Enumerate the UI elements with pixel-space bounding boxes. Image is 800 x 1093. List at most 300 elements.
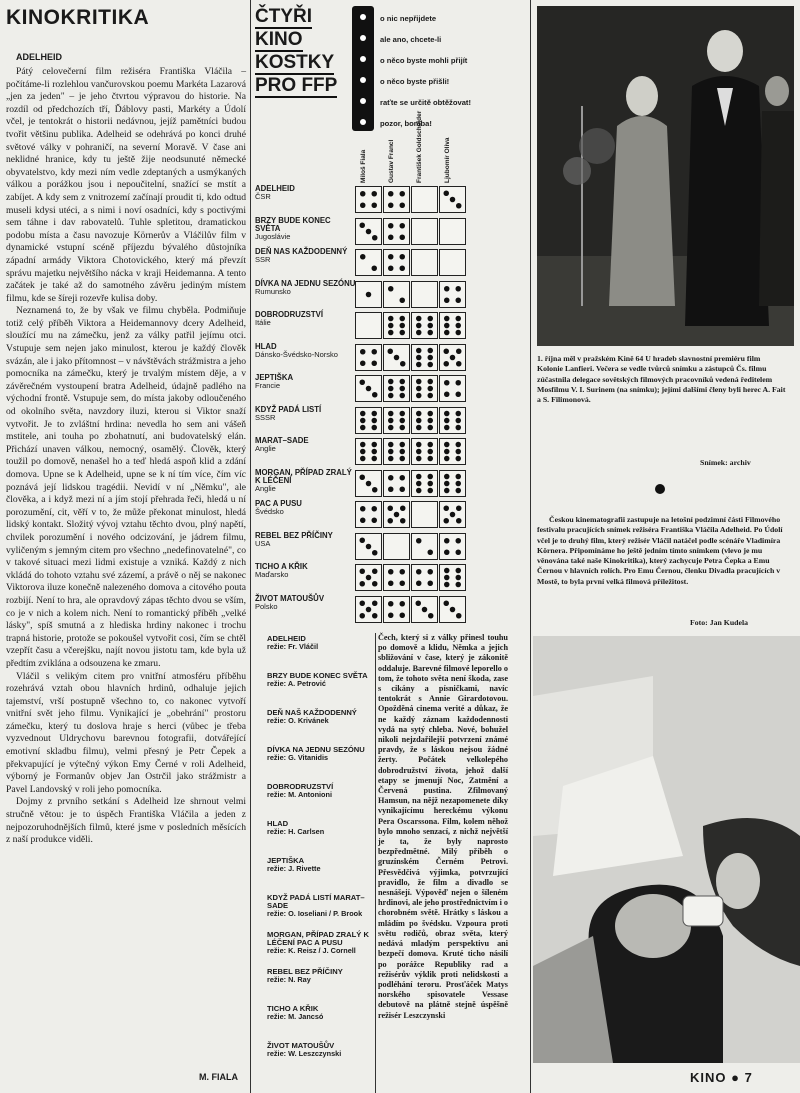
die-pip [400, 506, 406, 512]
page-footer [690, 1070, 753, 1085]
die-pip [416, 424, 422, 430]
survey-title-line: PRO FFP [255, 75, 338, 96]
die-pip [444, 361, 450, 367]
die-pip [456, 380, 462, 386]
die-pip [388, 456, 394, 462]
die-pip [444, 506, 450, 512]
rating-die [411, 533, 438, 560]
die-pip [416, 480, 422, 486]
film-title [255, 248, 357, 265]
credit-title: ADELHEID [267, 634, 306, 643]
die-pip [360, 360, 366, 366]
die-pip [400, 569, 406, 575]
article-paragraph: Vláčil s velikým citem pro vnitřní atmosféru příběhu rozehrává vztah obou hlavních hrdinů, odhaluje jejich tajemství, vrší postupně všechno to, co nakonec vytvoří vnitřní svět jeho filmu. Vynikající je „obehrání" prostoru zámečku, který tu doslova hraje s herci (vůbec je třeba vyzvednout Uldrychovu barevnou fotografii, dotvářející emotivní skladbu filmu), velmi přesný je Petr Čepek a překvapující je výtečný výkon Emy Černé v roli Adelheid, výborný je Formanův objev Jan Ostrčil jako strážmistr a Pavel Landovský v roli jeho pomocníka. [6, 670, 246, 795]
die-pip [416, 330, 422, 336]
ratings-row [255, 248, 525, 277]
die-pip [428, 581, 434, 587]
article-body [6, 66, 246, 847]
die-pip [400, 386, 406, 392]
die-pip [360, 349, 366, 355]
rating-die [411, 344, 438, 371]
die-pip [416, 410, 422, 416]
die-pip [360, 449, 366, 455]
die-pip [428, 473, 434, 479]
die-pip [388, 223, 394, 229]
die-pip [444, 323, 450, 329]
credit-director: režie: Fr. Vláčil [267, 642, 319, 652]
die-pip [456, 323, 462, 329]
die-pip [444, 449, 450, 455]
survey-title-line: ČTYŘI [255, 6, 312, 27]
die-pip [400, 601, 406, 607]
photo-caption: Českou kinematografii zastupuje na letošní podzimní části Filmového festivalu pracujících snímek režiséra Františka Vláčila Adelheid. Po Údolí včel je to druhý film, který režisér Vláčil natáčel podle scénáře Vladimíra Körnera. Připomínáme ho ještě jedním tímto snímkem (vlevo je mu věnována také naše Kinokritika), který zachycuje Petra Čepka a Emu Černou v hlavních rolích. Pro Emu Černou, členku Divadla pracujících v Mostě, to byla první velká filmová příležitost. [537, 515, 783, 586]
article-paragraph: Pátý celovečerní film režiséra Františka Vláčila – počítáme-li rozlehlou vančurovskou poemu Markéta Lazarová „jen za jeden" – je jeho čtvrtou výpravou do historie. Na rozdíl od předchozích tří, Ďáblovy pasti, Markéty a Údolí včel, je tentokrát o historii nedávnou, jejíž pamětníci budou tvořit většinu publika. Adelheid se odehrává po konci druhé světové války v pohraničí, na severní Moravě. V čase ani neklidné hranice, kdy tu ještě žije neodsunuté německé obyvatelstvo, kdy mezi ním vedle zdeptaných a usmýkaných válkou a porážkou jsou i nepoučitelní, snažící se mstít a zabíjet. A kdy sem z vnitrozemí začínají proudit ti, kdo odtud museli kdysi utéci, a s nimi i noví osadníci, kdy s poctivými sem táhne i dav rabovatelů. Tuhle spletitou, dramatickou podobu místa a času navozuje Körnerův a Vláčilův film v dynamické vstupní scéně příjezdu bývalého důstojníka západní armády Viktora Chotovického, který má převzít správu majetku největšího nácka v kraji Heidemanna. A tento začátek je také až do samotného závěru jediným místem filmu, kde se šíreji rozevře kulisa doby. [6, 66, 246, 304]
magazine-name: KINO [690, 1070, 727, 1085]
rating-die [383, 312, 410, 339]
legend-pip [360, 77, 366, 83]
critic-column-header: Miloš Fiala [360, 149, 367, 183]
film-title-text: ŽIVOT MATOUŠŮV [255, 593, 325, 603]
article-subtitle: ADELHEID [16, 52, 63, 62]
die-pip [388, 191, 394, 197]
rating-die [355, 407, 382, 434]
die-pip [366, 480, 372, 486]
credit-director: režie: K. Reisz / J. Cornell [267, 946, 356, 956]
legend-pip [360, 98, 366, 104]
film-title-text: ADELHEID [255, 184, 295, 193]
film-title-text: TICHO A KŘIK [255, 562, 308, 571]
die-pip [456, 286, 462, 292]
die-pip [456, 518, 462, 524]
die-pip [388, 569, 394, 575]
ratings-row [255, 185, 525, 214]
rating-die [383, 344, 410, 371]
film-title [255, 374, 357, 391]
die-pip [360, 191, 366, 197]
die-pip [400, 612, 406, 618]
die-pip [428, 549, 434, 555]
die-pip [400, 393, 406, 399]
critic-column-header: Ljubomír Oliva [444, 137, 451, 183]
die-pip [372, 424, 378, 430]
die-pip [400, 410, 406, 416]
rating-die [439, 249, 466, 276]
survey-title-line: KINO [255, 29, 303, 50]
die-pip [360, 569, 366, 575]
section-title: KINOKRITIKA [6, 6, 150, 29]
legend-item: o něco byste přišli! [380, 77, 450, 86]
rating-die [383, 218, 410, 245]
critic-column-header: Gustav Francl [388, 139, 395, 183]
die-pip [416, 347, 422, 353]
credit-director: režie: J. Rivette [267, 864, 321, 874]
film-title-text: DOBRODRUZSTVÍ [255, 310, 324, 319]
die-pip [360, 380, 366, 386]
die-pip [372, 417, 378, 423]
column-divider [250, 0, 251, 1093]
die-pip [428, 379, 434, 385]
die-pip [428, 456, 434, 462]
rating-die [383, 281, 410, 308]
die-pip [388, 424, 394, 430]
die-pip [444, 518, 450, 524]
die-pip [416, 600, 422, 606]
die-pip [388, 379, 394, 385]
legend-die-icon [352, 6, 374, 131]
die-pip [388, 417, 394, 423]
die-pip [456, 582, 462, 588]
ratings-row [255, 595, 525, 624]
rating-die [383, 249, 410, 276]
die-pip [360, 474, 366, 480]
die-pip [428, 613, 434, 619]
film-still-photo [533, 636, 800, 1063]
die-pip [400, 234, 406, 240]
die-pip [400, 254, 406, 260]
rating-die [439, 312, 466, 339]
die-pip [360, 518, 366, 524]
die-pip [450, 512, 456, 518]
film-title [255, 500, 357, 517]
die-pip [388, 410, 394, 416]
die-pip [428, 569, 434, 575]
ratings-row [255, 437, 525, 466]
rating-die [411, 470, 438, 497]
film-country: SSR [255, 255, 271, 265]
die-pip [360, 222, 366, 228]
legend-item: o nic nepřijdete [380, 14, 437, 23]
die-pip [428, 316, 434, 322]
rating-die [411, 438, 438, 465]
rating-die [355, 249, 382, 276]
die-pip [416, 393, 422, 399]
rating-die [411, 596, 438, 623]
die-pip [444, 286, 450, 292]
rating-die [439, 186, 466, 213]
film-title [255, 437, 357, 454]
film-title-text: REBEL BEZ PŘÍČINY [255, 530, 333, 540]
die-pip [400, 323, 406, 329]
rating-die [383, 533, 410, 560]
credit-director: režie: G. Vitanidis [267, 753, 329, 763]
die-pip [428, 424, 434, 430]
film-title [255, 595, 357, 612]
rating-die [355, 375, 382, 402]
die-pip [400, 456, 406, 462]
credit-entry [267, 709, 375, 725]
film-title [255, 532, 357, 549]
film-title [255, 280, 357, 297]
die-pip [372, 456, 378, 462]
credit-title: BRZY BUDE KONEC SVĚTA [267, 671, 368, 680]
die-pip [388, 234, 394, 240]
credit-title: HLAD [267, 819, 289, 828]
die-pip [360, 613, 366, 619]
die-pip [372, 392, 378, 398]
die-pip [388, 330, 394, 336]
die-pip [388, 506, 394, 512]
die-pip [444, 410, 450, 416]
credit-entry [267, 1042, 375, 1058]
photo-caption: 1. října měl v pražském Kině 64 U hradeb slavnostní premiéru film Kolonie Lanfieri. Večera se vedle tvůrců snímku a zástupců Čs. filmu zúčastnila delegace sovětských filmových pracovníků vedená ředitelem Mosfilmu V. I. Surinem (na snímku); jejími dalšími členy byli herec A. Fait a S. Filimonová. [537, 354, 786, 405]
rating-die [439, 281, 466, 308]
credit-entry [267, 1005, 375, 1021]
legend-pip [360, 35, 366, 41]
credit-entry [267, 857, 375, 873]
die-pip [388, 449, 394, 455]
die-pip [372, 442, 378, 448]
rating-die [439, 407, 466, 434]
film-country: Anglie [255, 484, 276, 494]
die-pip [428, 386, 434, 392]
die-pip [428, 480, 434, 486]
die-pip [456, 361, 462, 367]
film-title [255, 217, 357, 242]
die-pip [450, 354, 456, 360]
credit-title: KDYŽ PADÁ LISTÍ MARAT–SADE [267, 893, 365, 911]
die-pip [400, 449, 406, 455]
die-pip [372, 569, 378, 575]
credit-director: režie: M. Jancsó [267, 1012, 324, 1022]
die-pip [456, 456, 462, 462]
credit-director: režie: O. Ioseliani / P. Brook [267, 909, 363, 919]
ratings-row [255, 532, 525, 561]
rating-die [383, 501, 410, 528]
rating-die [355, 501, 382, 528]
rating-die [439, 596, 466, 623]
film-title-text: BRZY BUDE KONEC SVĚTA [255, 215, 331, 233]
survey-title-line: KOSTKY [255, 52, 335, 73]
rating-die [355, 281, 382, 308]
credit-title: DOBRODRUZSTVÍ [267, 782, 334, 791]
die-pip [366, 386, 372, 392]
die-pip [456, 480, 462, 486]
die-pip [400, 223, 406, 229]
die-pip [388, 518, 394, 524]
die-pip [444, 568, 450, 574]
rating-die [411, 186, 438, 213]
film-country: Jugoslávie [255, 232, 291, 242]
film-title [255, 563, 357, 580]
rating-die [383, 375, 410, 402]
die-pip [428, 323, 434, 329]
die-pip [400, 316, 406, 322]
rating-die [439, 564, 466, 591]
die-pip [416, 487, 422, 493]
die-pip [416, 354, 422, 360]
die-pip [456, 449, 462, 455]
article-signature: M. FIALA [199, 1072, 238, 1082]
die-pip [366, 575, 372, 581]
ratings-row [255, 343, 525, 372]
die-pip [416, 386, 422, 392]
die-pip [388, 266, 394, 272]
die-pip [360, 410, 366, 416]
die-pip [428, 347, 434, 353]
ratings-row [255, 500, 525, 529]
die-pip [444, 600, 450, 606]
film-title-text: HLAD [255, 341, 277, 351]
die-pip [360, 424, 366, 430]
die-pip [456, 613, 462, 619]
photo-credit: Foto: Jan Kudela [690, 618, 749, 627]
ratings-row [255, 469, 525, 498]
die-pip [428, 442, 434, 448]
die-pip [428, 417, 434, 423]
die-pip [400, 203, 406, 209]
rating-die [383, 186, 410, 213]
rating-die [411, 375, 438, 402]
ratings-row [255, 406, 525, 435]
die-pip [416, 361, 422, 367]
credit-director: režie: O. Krivánek [267, 716, 329, 726]
credit-title: DEŇ NAŠ KAŽDODENNÝ [267, 708, 357, 717]
die-pip [444, 575, 450, 581]
column-divider [530, 0, 531, 1093]
die-pip [372, 550, 378, 556]
film-title-text: PAC A PUSU [255, 499, 302, 508]
die-pip [400, 486, 406, 492]
legend-item: raťte se určitě obtěžovat! [380, 98, 471, 107]
die-pip [444, 487, 450, 493]
credit-title: MORGAN, PŘÍPAD ZRALÝ K LÉČENÍ PAC A PUSU [267, 930, 369, 948]
film-title [255, 311, 357, 328]
rating-die [355, 218, 382, 245]
rating-die [439, 438, 466, 465]
die-pip [360, 581, 366, 587]
die-pip [372, 266, 378, 272]
die-pip [444, 549, 450, 555]
ratings-row [255, 280, 525, 309]
page-number: 7 [744, 1070, 753, 1085]
die-pip [456, 473, 462, 479]
die-pip [360, 537, 366, 543]
legend-pip [360, 14, 366, 20]
die-pip [400, 424, 406, 430]
survey-legend [380, 8, 530, 134]
column-divider [375, 633, 376, 1093]
die-pip [444, 392, 450, 398]
rating-die [439, 533, 466, 560]
rating-die [355, 470, 382, 497]
legend-item: pozor, bomba! [380, 119, 432, 128]
rating-die [439, 501, 466, 528]
die-pip [372, 349, 378, 355]
credit-title: ŽIVOT MATOUŠŮV [267, 1041, 335, 1050]
die-pip [416, 442, 422, 448]
film-title-text: KDYŽ PADÁ LISTÍ [255, 404, 322, 414]
die-pip [388, 348, 394, 354]
film-credits-list [255, 633, 373, 1088]
rating-die [383, 564, 410, 591]
credit-director: režie: H. Carlsen [267, 827, 325, 837]
die-pip [428, 410, 434, 416]
film-country: ČSR [255, 192, 271, 202]
die-pip [428, 487, 434, 493]
credit-entry [267, 931, 375, 956]
bullet-dot [655, 484, 665, 494]
die-pip [400, 330, 406, 336]
die-pip [456, 203, 462, 209]
film-country: Maďarsko [255, 570, 289, 580]
footer-bullet-icon: ● [731, 1070, 745, 1085]
die-pip [456, 348, 462, 354]
die-pip [456, 297, 462, 303]
die-pip [388, 323, 394, 329]
die-pip [360, 506, 366, 512]
rating-die [411, 281, 438, 308]
die-pip [388, 203, 394, 209]
die-pip [444, 348, 450, 354]
die-pip [388, 486, 394, 492]
die-pip [456, 568, 462, 574]
rating-die [439, 375, 466, 402]
critic-column-header: František Goldscheider [416, 110, 423, 183]
die-pip [456, 417, 462, 423]
rating-die [439, 470, 466, 497]
die-pip [366, 543, 372, 549]
rating-die [355, 312, 382, 339]
die-pip [400, 475, 406, 481]
credit-title: DÍVKA NA JEDNU SEZÓNU [267, 745, 365, 754]
die-pip [400, 581, 406, 587]
die-pip [366, 291, 372, 297]
die-pip [388, 601, 394, 607]
die-pip [456, 392, 462, 398]
film-country: Polsko [255, 601, 278, 611]
die-pip [444, 480, 450, 486]
die-pip [428, 361, 434, 367]
die-pip [416, 581, 422, 587]
credit-title: JEPTIŠKA [267, 856, 305, 865]
rating-die [355, 344, 382, 371]
die-pip [400, 361, 406, 367]
die-pip [366, 228, 372, 234]
film-title-text: MARAT–SADE [255, 436, 309, 445]
die-pip [456, 442, 462, 448]
credit-title: TICHO A KŘIK [267, 1004, 319, 1013]
rating-die [411, 218, 438, 245]
die-pip [360, 600, 366, 606]
die-pip [456, 316, 462, 322]
rating-die [355, 533, 382, 560]
die-pip [400, 417, 406, 423]
film-country: Rumunsko [255, 286, 291, 296]
die-pip [416, 323, 422, 329]
die-pip [372, 410, 378, 416]
die-pip [422, 606, 428, 612]
die-pip [450, 606, 456, 612]
film-country: Francie [255, 381, 281, 391]
ratings-row [255, 374, 525, 403]
credit-director: režie: A. Petrović [267, 679, 326, 689]
die-pip [444, 417, 450, 423]
die-pip [394, 354, 400, 360]
article-column [6, 6, 246, 1088]
rating-die [411, 312, 438, 339]
film-title-text: DEŇ NAS KAŽDODENNÝ [255, 247, 348, 256]
credit-entry [267, 635, 375, 651]
credit-entry [267, 672, 375, 688]
rating-die [383, 438, 410, 465]
die-pip [444, 316, 450, 322]
die-pip [388, 316, 394, 322]
die-pip [444, 582, 450, 588]
film-country: Dánsko-Švédsko-Norsko [255, 349, 338, 359]
die-pip [456, 487, 462, 493]
die-pip [372, 360, 378, 366]
die-pip [372, 487, 378, 493]
